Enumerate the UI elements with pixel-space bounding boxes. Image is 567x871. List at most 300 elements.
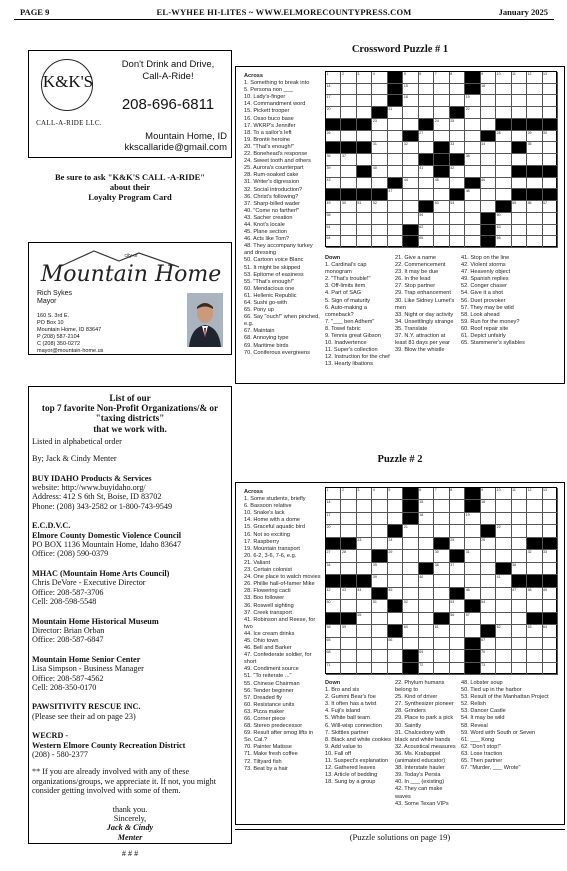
grid-block bbox=[357, 119, 372, 131]
clue-heading: Across bbox=[244, 489, 263, 495]
grid-block bbox=[388, 625, 403, 637]
grid-cell bbox=[388, 236, 403, 248]
grid-cell bbox=[434, 107, 449, 119]
clue-item: 45. Plane section bbox=[244, 229, 287, 236]
cell-number: 16 bbox=[481, 83, 486, 88]
grid-cell bbox=[372, 119, 387, 131]
cell-number: 65 bbox=[326, 637, 331, 642]
cell-number: 46 bbox=[465, 587, 470, 592]
byline: By; Jack & Cindy Menter bbox=[32, 454, 117, 464]
clue-item: 66. Say "ouch!" when pinched, e.g. bbox=[244, 314, 320, 328]
grid-cell bbox=[357, 550, 372, 562]
clue-item: 72. Tiltyard fish bbox=[244, 758, 282, 765]
grid-block bbox=[496, 201, 511, 213]
grid-block bbox=[341, 538, 356, 550]
grid-cell bbox=[450, 236, 465, 248]
grid-block bbox=[341, 119, 356, 131]
grid-cell bbox=[527, 178, 542, 190]
grid-cell bbox=[496, 189, 511, 201]
grid-cell bbox=[403, 625, 418, 637]
org-line: Director: Brian Orban bbox=[32, 625, 105, 635]
clue-item: 49. Condiment source bbox=[244, 666, 299, 673]
cell-number: 23 bbox=[357, 537, 362, 542]
grid-cell bbox=[419, 236, 434, 248]
clue-item: 5. White ball team bbox=[325, 715, 370, 722]
grid-block bbox=[357, 189, 372, 201]
grid-cell bbox=[326, 84, 341, 96]
grid-cell bbox=[326, 131, 341, 143]
grid-block bbox=[372, 189, 387, 201]
cell-number: 27 bbox=[326, 550, 331, 555]
clue-item: 6. Will-wisp connection bbox=[325, 722, 382, 729]
grid-cell bbox=[465, 119, 480, 131]
clue-heading: Down bbox=[325, 255, 341, 261]
org-name: Mountain Home Senior Center bbox=[32, 654, 141, 664]
grid-block bbox=[434, 166, 449, 178]
grid-cell bbox=[403, 575, 418, 587]
cell-number: 47 bbox=[512, 587, 517, 592]
grid-cell bbox=[527, 663, 542, 675]
grid-cell bbox=[326, 525, 341, 537]
title-line: List of our bbox=[109, 393, 151, 403]
grid-cell bbox=[388, 638, 403, 650]
down-clue-column bbox=[461, 255, 549, 347]
clue-item: 61. Depict unfairly bbox=[461, 333, 506, 340]
grid-cell bbox=[419, 613, 434, 625]
grid-cell bbox=[419, 550, 434, 562]
clue-item: 37. Creek transport bbox=[244, 609, 292, 616]
grid-cell bbox=[450, 213, 465, 225]
cell-number: 6 bbox=[419, 72, 422, 76]
kk-call-a-ride-ad bbox=[28, 50, 232, 158]
cell-number: 28 bbox=[341, 550, 346, 555]
grid-cell bbox=[450, 525, 465, 537]
clue-item: 50. Tied up in the harbor bbox=[461, 687, 522, 694]
grid-cell bbox=[512, 154, 527, 166]
org-entry bbox=[32, 569, 228, 607]
org-entry bbox=[32, 474, 228, 512]
cell-number: 41 bbox=[419, 165, 424, 170]
grid-cell bbox=[496, 213, 511, 225]
cell-number: 22 bbox=[496, 525, 501, 530]
cell-number: 11 bbox=[512, 488, 516, 492]
cell-number: 14 bbox=[326, 83, 331, 88]
grid-cell bbox=[481, 563, 496, 575]
grid-cell bbox=[496, 154, 511, 166]
down-clue-column bbox=[395, 680, 457, 808]
cell-number: 53 bbox=[450, 600, 455, 605]
grid-cell bbox=[512, 625, 527, 637]
cell-number: 10 bbox=[496, 72, 501, 76]
clue-item: 22. Phylum humans belong to bbox=[395, 680, 445, 694]
ad-contact bbox=[109, 131, 227, 153]
cell-number: 30 bbox=[543, 130, 548, 135]
cell-number: 16 bbox=[481, 500, 486, 505]
grid-block bbox=[543, 575, 558, 587]
grid-cell bbox=[481, 613, 496, 625]
cell-number: 46 bbox=[481, 177, 486, 182]
grid-cell bbox=[326, 166, 341, 178]
grid-cell bbox=[434, 84, 449, 96]
cell-number: 26 bbox=[481, 537, 486, 542]
clue-item: 58. Reveal bbox=[461, 722, 488, 729]
grid-cell bbox=[341, 663, 356, 675]
clue-item: 39. Blow the whistle bbox=[395, 347, 445, 354]
cell-number: 13 bbox=[543, 488, 548, 492]
cell-number: 64 bbox=[326, 236, 331, 241]
grid-cell bbox=[512, 663, 527, 675]
grid-cell bbox=[357, 513, 372, 525]
grid-block bbox=[357, 575, 372, 587]
grid-cell bbox=[543, 550, 558, 562]
clue-item: 8. Towel fabric bbox=[325, 325, 361, 332]
grid-cell bbox=[527, 488, 542, 500]
clue-item: 60. Resistance units bbox=[244, 701, 295, 708]
clue-item: 17. WKRP's Jennifer bbox=[244, 122, 296, 129]
grid-block bbox=[326, 575, 341, 587]
grid-cell bbox=[512, 600, 527, 612]
cell-number: 19 bbox=[465, 512, 470, 517]
grid-cell bbox=[543, 525, 558, 537]
cell-number: 61 bbox=[326, 224, 331, 229]
publication-title: EL-WYHEE HI-LITES ~ WWW.ELMORECOUNTYPRESS.COM bbox=[156, 7, 412, 17]
grid-cell bbox=[372, 84, 387, 96]
grid-cell bbox=[465, 513, 480, 525]
grid-block bbox=[403, 650, 418, 662]
cell-number: 38 bbox=[512, 562, 517, 567]
grid-cell bbox=[357, 638, 372, 650]
grid-cell bbox=[527, 131, 542, 143]
grid-cell bbox=[434, 500, 449, 512]
clue-item: 37. Sharp-billed wader bbox=[244, 200, 300, 207]
grid-cell bbox=[341, 72, 356, 84]
grid-cell bbox=[419, 166, 434, 178]
clue-item: 39. Today's Persia bbox=[395, 772, 441, 779]
grid-cell bbox=[403, 600, 418, 612]
ad-city: Mountain Home, ID bbox=[145, 131, 227, 142]
org-line: Chris DeVore - Executive Director bbox=[32, 578, 146, 588]
clue-item: 19. Brontë heroine bbox=[244, 136, 291, 143]
grid-cell bbox=[419, 189, 434, 201]
grid-cell bbox=[465, 538, 480, 550]
grid-cell bbox=[527, 72, 542, 84]
grid-cell bbox=[388, 119, 403, 131]
grid-cell bbox=[481, 575, 496, 587]
grid-cell bbox=[450, 600, 465, 612]
cell-number: 20 bbox=[326, 525, 331, 530]
grid-cell bbox=[527, 625, 542, 637]
grid-cell bbox=[372, 513, 387, 525]
grid-cell bbox=[326, 107, 341, 119]
grid-cell bbox=[496, 575, 511, 587]
grid-cell bbox=[357, 201, 372, 213]
grid-block bbox=[481, 525, 496, 537]
cell-number: 71 bbox=[326, 662, 331, 667]
clue-item: 57. Dreaded fly bbox=[244, 694, 282, 701]
clue-item: 54. It may be wild bbox=[461, 715, 505, 722]
grid-block bbox=[527, 189, 542, 201]
grid-cell bbox=[512, 513, 527, 525]
grid-block bbox=[450, 189, 465, 201]
grid-cell bbox=[341, 588, 356, 600]
grid-cell bbox=[403, 538, 418, 550]
org-name: MHAC (Mountain Home Arts Council) bbox=[32, 568, 170, 578]
grid-cell bbox=[434, 625, 449, 637]
mayor-name: Rich Sykes bbox=[37, 290, 73, 297]
clue-item: 10. Snake's lack bbox=[244, 510, 285, 517]
grid-cell bbox=[388, 154, 403, 166]
grid-cell bbox=[341, 131, 356, 143]
ad-slogan bbox=[109, 59, 227, 83]
clue-item: 9. Tennis great Gibson bbox=[325, 333, 381, 340]
grid-cell bbox=[326, 154, 341, 166]
cell-number: 54 bbox=[481, 600, 486, 605]
grid-cell bbox=[450, 613, 465, 625]
grid-cell bbox=[496, 638, 511, 650]
org-line: Office: 208-587-3706 bbox=[32, 587, 104, 597]
grid-block bbox=[496, 119, 511, 131]
cell-number: 47 bbox=[388, 189, 393, 194]
grid-cell bbox=[341, 488, 356, 500]
clue-item: 57. They may be wild bbox=[461, 304, 514, 311]
clue-heading: Across bbox=[244, 73, 263, 79]
clue-item: 10. Fall off bbox=[325, 750, 352, 757]
grid-cell bbox=[434, 638, 449, 650]
grid-cell bbox=[403, 142, 418, 154]
grid-cell bbox=[434, 189, 449, 201]
grid-cell bbox=[512, 613, 527, 625]
org-name: Mountain Home Historical Museum bbox=[32, 616, 159, 626]
clue-item: 2. Gummi Bear's foe bbox=[325, 694, 376, 701]
grid-block bbox=[341, 142, 356, 154]
org-name: WECRD - bbox=[32, 731, 69, 741]
clue-item: 3. It often has a twist bbox=[325, 701, 377, 708]
grid-cell bbox=[388, 538, 403, 550]
clue-item: 38. Interstate hauler bbox=[395, 765, 445, 772]
grid-cell bbox=[341, 625, 356, 637]
clue-item: 55. "That's enough!" bbox=[244, 278, 295, 285]
grid-cell bbox=[434, 650, 449, 662]
clue-item: 59. Word with South or Seven bbox=[461, 729, 536, 736]
grid-cell bbox=[388, 488, 403, 500]
clue-item: 67. "Murder, ___ Wrote" bbox=[461, 765, 521, 772]
grid-cell bbox=[434, 488, 449, 500]
grid-cell bbox=[496, 525, 511, 537]
org-line: Cell: 208-598-5548 bbox=[32, 597, 97, 607]
grid-cell bbox=[527, 213, 542, 225]
page-number: PAGE 9 bbox=[20, 7, 50, 17]
grid-cell bbox=[326, 638, 341, 650]
clue-item: 69. Maritime birds bbox=[244, 342, 289, 349]
grid-cell bbox=[434, 225, 449, 237]
grid-cell bbox=[372, 625, 387, 637]
puzzle2-title: Puzzle # 2 bbox=[377, 454, 423, 465]
grid-cell bbox=[326, 225, 341, 237]
clue-item: 60. Roof repair site bbox=[461, 325, 509, 332]
cell-number: 2 bbox=[341, 72, 344, 76]
grid-cell bbox=[481, 588, 496, 600]
grid-cell bbox=[543, 650, 558, 662]
clue-item: 12. Instruction for the chef bbox=[325, 354, 390, 361]
cell-number: 1 bbox=[326, 488, 329, 492]
org-line: Office: 208-587-4562 bbox=[32, 673, 104, 683]
grid-cell bbox=[419, 84, 434, 96]
grid-cell bbox=[372, 663, 387, 675]
grid-block bbox=[543, 119, 558, 131]
cell-number: 30 bbox=[434, 550, 439, 555]
grid-block bbox=[326, 613, 341, 625]
grid-block bbox=[512, 189, 527, 201]
grid-block bbox=[403, 225, 418, 237]
clue-item: 20. "That's enough!" bbox=[244, 143, 295, 150]
grid-cell bbox=[403, 525, 418, 537]
clue-item: 36. Roswell sighting bbox=[244, 602, 294, 609]
grid-cell bbox=[434, 131, 449, 143]
addr-line: 160 S. 3rd E. bbox=[37, 313, 70, 319]
cell-number: 39 bbox=[326, 165, 331, 170]
grid-cell bbox=[326, 600, 341, 612]
grid-cell bbox=[403, 550, 418, 562]
grid-cell bbox=[341, 213, 356, 225]
cell-number: 24 bbox=[434, 118, 439, 123]
clue-item: 30. Like Sidney Lumet's men bbox=[395, 297, 455, 311]
signature-line-2: Menter bbox=[117, 832, 143, 842]
grid-cell bbox=[419, 513, 434, 525]
grid-block bbox=[465, 638, 480, 650]
grid-cell bbox=[388, 213, 403, 225]
clue-item: 3. Off-limits item bbox=[325, 283, 366, 290]
clue-item: 12. Gathered leaves bbox=[325, 765, 376, 772]
grid-block bbox=[419, 119, 434, 131]
cell-number: 42 bbox=[450, 165, 455, 170]
grid-cell bbox=[465, 201, 480, 213]
grid-cell bbox=[450, 575, 465, 587]
clue-item: 59. Run for the money? bbox=[461, 318, 520, 325]
grid-cell bbox=[481, 638, 496, 650]
grid-cell bbox=[481, 488, 496, 500]
addr-email: mayor@mountain-home.us bbox=[37, 348, 104, 354]
clue-item: 54. Give it a shot bbox=[461, 290, 503, 297]
grid-cell bbox=[496, 178, 511, 190]
cell-number: 49 bbox=[326, 201, 331, 206]
clue-item: 30. Saintly bbox=[395, 722, 422, 729]
grid-cell bbox=[527, 84, 542, 96]
grid-block bbox=[434, 154, 449, 166]
cell-number: 53 bbox=[434, 201, 439, 206]
grid-cell bbox=[527, 650, 542, 662]
grid-cell bbox=[372, 525, 387, 537]
puzzle1-across-clues bbox=[244, 73, 322, 357]
org-line: Cell: 208-350-0170 bbox=[32, 682, 97, 692]
cell-number: 28 bbox=[496, 130, 501, 135]
clue-item: 9. Add value to bbox=[325, 743, 363, 750]
clue-item: 46. Bell and Barker bbox=[244, 645, 292, 652]
ad-email: kkscallaride@gmail.com bbox=[124, 142, 227, 153]
grid-cell bbox=[372, 650, 387, 662]
grid-block bbox=[527, 538, 542, 550]
grid-cell bbox=[419, 178, 434, 190]
grid-cell bbox=[403, 613, 418, 625]
title-line: that we work with. bbox=[93, 423, 167, 434]
clue-item: 65. Pony up bbox=[244, 307, 274, 314]
clue-item: 16. Not so exciting bbox=[244, 531, 291, 538]
grid-cell bbox=[527, 525, 542, 537]
grid-cell bbox=[388, 513, 403, 525]
grid-cell bbox=[543, 84, 558, 96]
grid-cell bbox=[465, 625, 480, 637]
grid-cell bbox=[543, 663, 558, 675]
clue-item: 47. Heavenly object bbox=[461, 269, 511, 276]
clue-item: 70. Coniferous evergreens bbox=[244, 349, 310, 356]
grid-block bbox=[434, 613, 449, 625]
grid-cell bbox=[372, 236, 387, 248]
cell-number: 36 bbox=[326, 154, 331, 159]
org-line: Address: 412 S 6th St, Boise, ID 83702 bbox=[32, 492, 162, 502]
cell-number: 40 bbox=[372, 165, 377, 170]
grid-cell bbox=[527, 236, 542, 248]
grid-cell bbox=[527, 513, 542, 525]
slogan-line-2: Call-A-Ride! bbox=[142, 71, 194, 82]
issue-date: January 2025 bbox=[498, 7, 548, 17]
puzzle1-title: Crossword Puzzle # 1 bbox=[351, 44, 449, 55]
mayor-photo bbox=[187, 293, 223, 347]
cell-number: 17 bbox=[326, 512, 331, 517]
org-line: website: http://www.buyidaho.org/ bbox=[32, 483, 146, 493]
grid-cell bbox=[403, 178, 418, 190]
grid-cell bbox=[372, 178, 387, 190]
cell-number: 6 bbox=[419, 488, 422, 492]
grid-cell bbox=[357, 225, 372, 237]
grid-cell bbox=[372, 201, 387, 213]
cell-number: 66 bbox=[388, 637, 393, 642]
cell-number: 57 bbox=[465, 612, 470, 617]
down-clue-column bbox=[325, 255, 391, 369]
grid-block bbox=[388, 600, 403, 612]
grid-block bbox=[465, 500, 480, 512]
cell-number: 63 bbox=[527, 625, 532, 630]
grid-cell bbox=[357, 525, 372, 537]
org-line: Office: (208) 590-0379 bbox=[32, 549, 109, 559]
grid-cell bbox=[419, 663, 434, 675]
title-line: "taxing districts" bbox=[95, 413, 165, 424]
cell-number: 55 bbox=[512, 201, 517, 206]
grid-cell bbox=[326, 95, 341, 107]
clue-item: 19. Mountain transport bbox=[244, 545, 300, 552]
grid-cell bbox=[512, 650, 527, 662]
grid-cell bbox=[465, 588, 480, 600]
grid-cell bbox=[357, 500, 372, 512]
grid-cell bbox=[512, 488, 527, 500]
grid-cell bbox=[512, 525, 527, 537]
grid-cell bbox=[512, 588, 527, 600]
grid-cell bbox=[481, 538, 496, 550]
clue-item: 18. Sung by a group bbox=[325, 779, 376, 786]
org-entry bbox=[32, 617, 228, 645]
signature-line-1: Jack & Cindy bbox=[106, 823, 154, 833]
grid-cell bbox=[434, 663, 449, 675]
grid-cell bbox=[357, 72, 372, 84]
grid-cell bbox=[496, 513, 511, 525]
cell-number: 36 bbox=[434, 562, 439, 567]
clue-item: 10. Inadvertence bbox=[325, 340, 367, 347]
grid-cell bbox=[419, 107, 434, 119]
grid-cell bbox=[481, 154, 496, 166]
grid-cell bbox=[357, 613, 372, 625]
grid-block bbox=[388, 178, 403, 190]
grid-cell bbox=[450, 201, 465, 213]
page-header bbox=[14, 6, 554, 20]
grid-cell bbox=[372, 600, 387, 612]
